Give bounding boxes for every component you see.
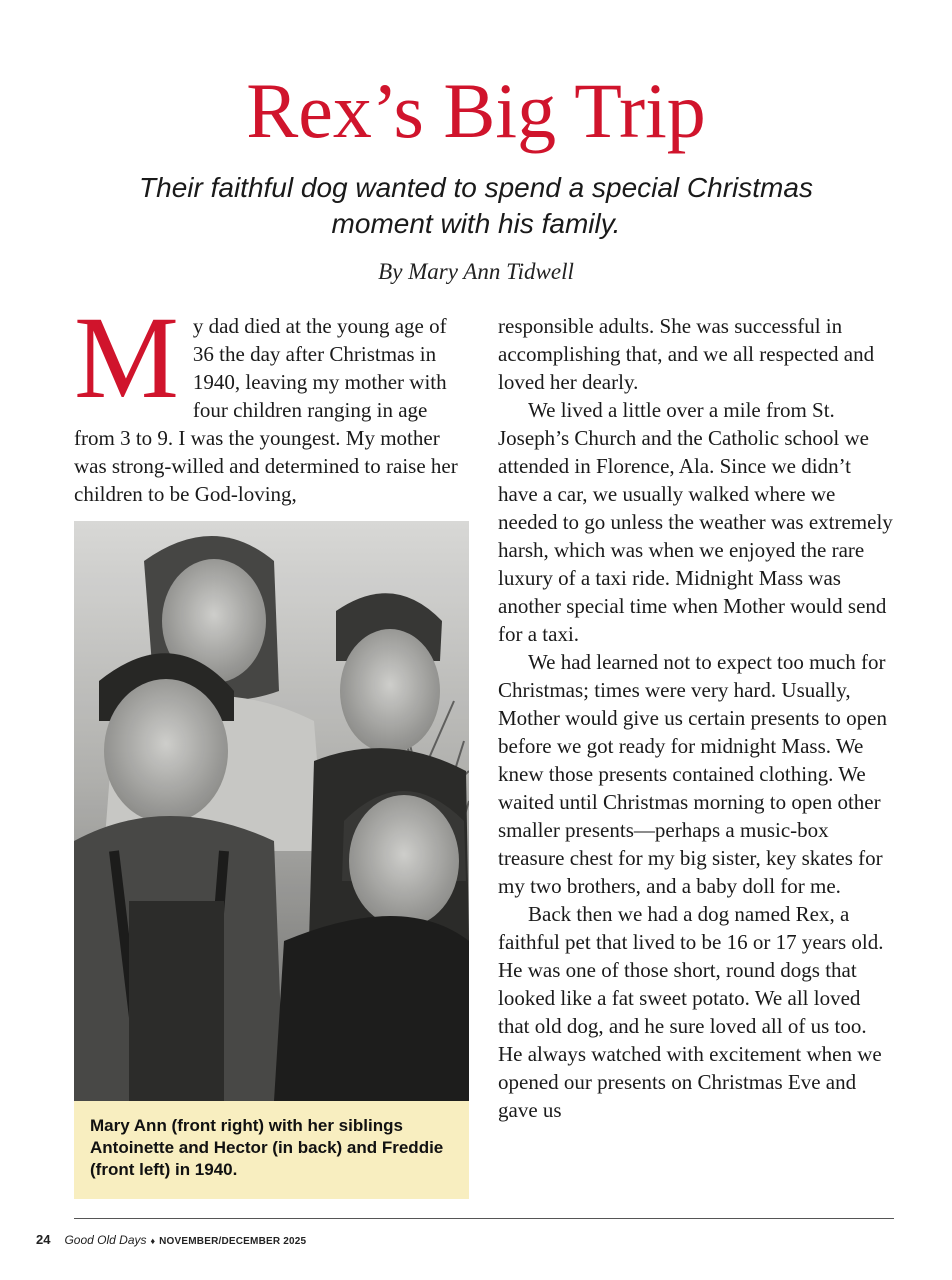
footer-rule bbox=[74, 1218, 894, 1219]
issue-date: NOVEMBER/DECEMBER 2025 bbox=[159, 1236, 307, 1247]
body-column-left bbox=[74, 292, 468, 508]
paragraph-4: Back then we had a dog named Rex, a faithful pet that lived to be 16 or 17 years old. He was one of those short, round dogs that looked like a fat sweet potato. We all loved that old dog, and he sure loved all of us too. He always watched with excitement when we opened our presents on Christmas Eve and gave us bbox=[498, 902, 884, 1122]
intro-text: y dad died at the young age of 36 the day after Christmas in 1940, leaving my mother with four children ranging in age from 3 to 9. I was the youngest. My mother was strong-willed and determined to raise her children to be God-loving, bbox=[74, 314, 458, 506]
family-photo bbox=[74, 521, 469, 1101]
paragraph-3: We had learned not to expect too much for Christmas; times were very hard. Usually, Mother would give us certain presents to open before we got ready for midnight Mass. We knew those presents contained clothing. We waited until Christmas morning to open other smaller presents—perhaps a music-box treasure chest for my big sister, key skates for my two brothers, and a baby doll for me. bbox=[498, 650, 887, 898]
body-column-right bbox=[498, 312, 894, 1124]
intro-paragraph bbox=[74, 292, 468, 508]
byline: By Mary Ann Tidwell bbox=[378, 259, 574, 284]
photo-caption: Mary Ann (front right) with her siblings Antoinette and Hector (in back) and Freddie (front left) in 1940. bbox=[74, 1101, 469, 1199]
page-footer bbox=[36, 1230, 306, 1250]
paragraph-1-continued: responsible adults. She was successful in accomplishing that, and we all respected and loved her dearly. bbox=[498, 314, 875, 394]
article-title: Rex’s Big Trip bbox=[246, 67, 706, 154]
family-photo-illustration bbox=[74, 521, 469, 1101]
page-number: 24 bbox=[36, 1232, 51, 1247]
paragraph-2: We lived a little over a mile from St. Joseph’s Church and the Catholic school we attended in Florence, Ala. Since we didn’t have a car, we usually walked where we needed to go unless the weather was extremely harsh, which was when we enjoyed the rare luxury of a taxi ride. Midnight Mass was another special time when Mother would send for a taxi. bbox=[498, 398, 893, 646]
article-subtitle: Their faithful dog wanted to spend a special Christmas moment with his family. bbox=[139, 172, 813, 239]
magazine-name: Good Old Days bbox=[64, 1233, 147, 1247]
drop-cap: M bbox=[74, 292, 179, 423]
diamond-separator-icon: ♦ bbox=[150, 1236, 156, 1246]
